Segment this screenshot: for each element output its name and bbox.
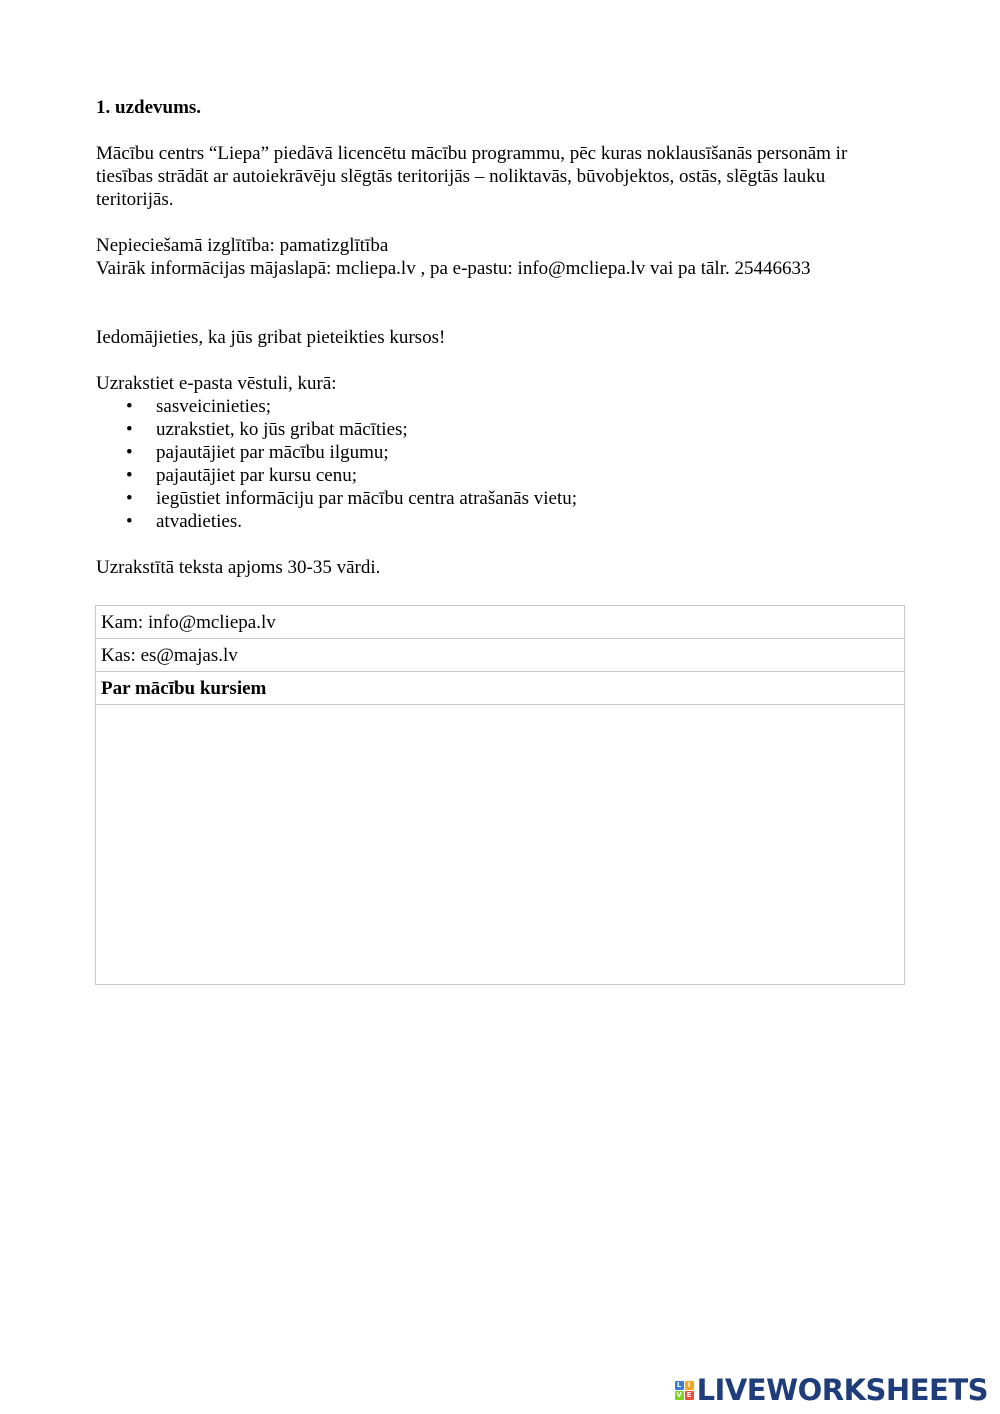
spacer <box>96 280 906 326</box>
list-item <box>96 418 906 441</box>
list-item <box>96 441 906 464</box>
bullet-icon: • <box>126 511 133 532</box>
list-item <box>96 395 906 418</box>
task-intro: Mācību centrs “Liepa” piedāvā licencētu mācību programmu, pēc kuras noklausīšanās personām ir tiesības strādāt ar autoiekrāvēju slēgtās teritorijās – noliktavās, būvobjektos, ostās, slēgtās lauku teritorijās. <box>96 143 848 210</box>
spacer <box>96 533 906 556</box>
logo-mark-cell: E <box>685 1391 694 1400</box>
logo-mark-cell: L <box>675 1381 684 1390</box>
list-item-text: pajautājiet par mācību ilgumu; <box>156 442 389 463</box>
length-note: Uzrakstītā teksta apjoms 30-35 vārdi. <box>96 557 381 578</box>
email-subject-field: Par mācību kursiem <box>96 672 905 705</box>
bullet-icon: • <box>126 465 133 486</box>
logo-mark-cell: V <box>676 1390 682 1399</box>
bullet-icon: • <box>126 396 133 417</box>
bullet-icon: • <box>126 442 133 463</box>
list-item-text: iegūstiet informāciju par mācību centra atrašanās vietu; <box>156 488 577 509</box>
task-title: 1. uzdevums. <box>96 97 202 118</box>
email-from-field: Kas: es@majas.lv <box>96 639 905 672</box>
logo-text: LIVEWORKSHEETS <box>696 1372 988 1407</box>
education-requirement: Nepieciešamā izglītība: pamatizglītība <box>96 235 389 256</box>
liveworksheets-logo <box>675 1374 988 1406</box>
list-item-text: pajautājiet par kursu cenu; <box>156 465 358 486</box>
list-item <box>96 464 906 487</box>
bullet-icon: • <box>126 419 133 440</box>
spacer <box>96 349 906 372</box>
list-item-text: uzrakstiet, ko jūs gribat mācīties; <box>156 419 408 440</box>
spacer <box>96 119 906 142</box>
email-body-area[interactable] <box>96 705 905 985</box>
imagine-prompt: Iedomājieties, ka jūs gribat pieteikties kursos! <box>96 327 446 348</box>
task-list <box>96 395 906 533</box>
email-to-field: Kam: info@mcliepa.lv <box>96 606 905 639</box>
list-item <box>96 510 906 533</box>
instruction-text: Uzrakstiet e-pasta vēstuli, kurā: <box>96 373 337 394</box>
list-item <box>96 487 906 510</box>
logo-mark-cell: I <box>685 1381 694 1390</box>
list-item-text: sasveicinieties; <box>156 396 272 417</box>
worksheet-page <box>96 96 906 579</box>
spacer <box>96 211 906 234</box>
list-item-text: atvadieties. <box>156 511 242 532</box>
bullet-icon: • <box>126 488 133 509</box>
contact-info: Vairāk informācijas mājaslapā: mcliepa.lv , pa e-pastu: info@mcliepa.lv vai pa tālr. 25446633 <box>96 258 811 279</box>
email-form <box>95 605 905 985</box>
logo-mark-icon <box>675 1381 694 1400</box>
